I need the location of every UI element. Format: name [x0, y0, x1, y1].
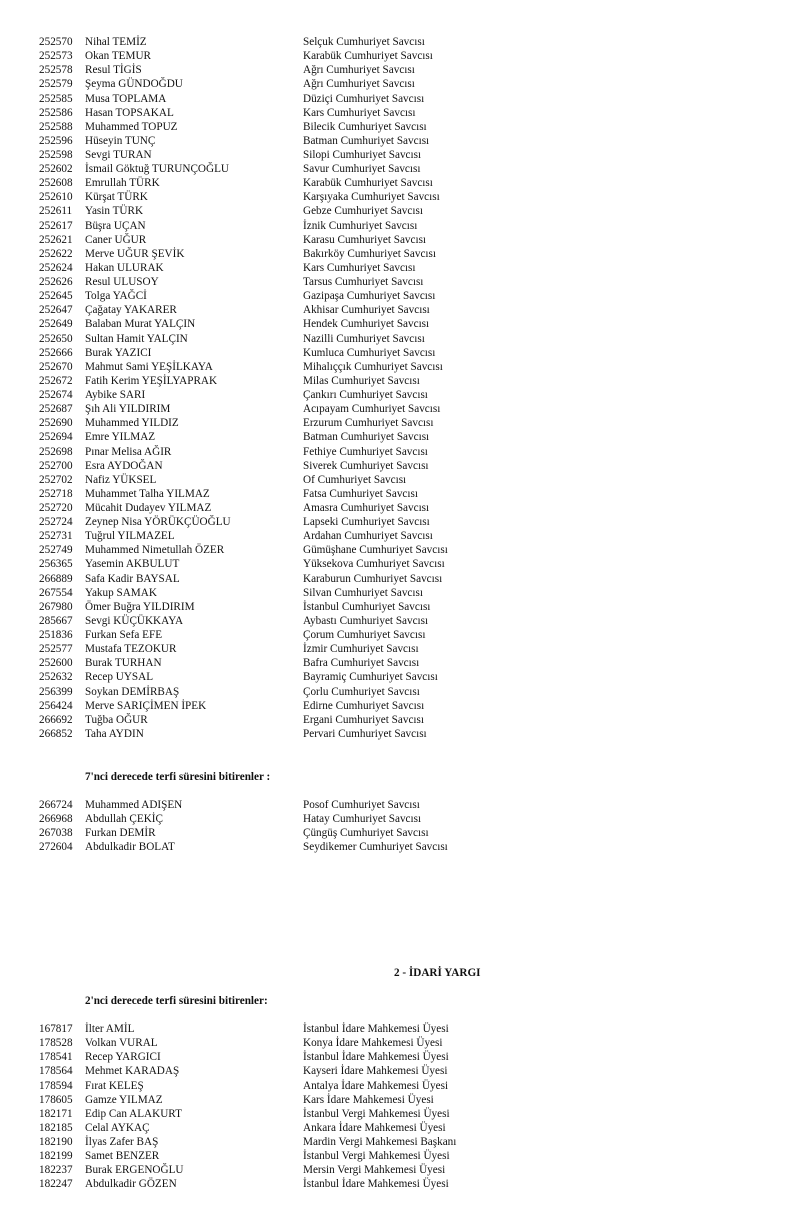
- record-id: 256424: [39, 699, 73, 712]
- table-row: [0, 360, 798, 374]
- person-name: Resul ULUSOY: [85, 276, 159, 288]
- position-title: Çüngüş Cumhuriyet Savcısı: [303, 827, 429, 840]
- table-row: [0, 840, 798, 854]
- record-id: 252598: [39, 149, 73, 161]
- table-row: [0, 120, 798, 134]
- position-title: Pervari Cumhuriyet Savcısı: [303, 727, 427, 740]
- position-title: İstanbul Cumhuriyet Savcısı: [303, 600, 431, 613]
- position-title: Acıpayam Cumhuriyet Savcısı: [303, 403, 441, 416]
- person-name: Merve UĞUR ŞEVİK: [85, 247, 185, 260]
- record-id: 252624: [39, 261, 73, 274]
- person-name: Safa Kadir BAYSAL: [85, 572, 180, 585]
- record-id: 256365: [39, 558, 73, 571]
- record-id: 252588: [39, 120, 73, 133]
- table-row: [0, 557, 798, 571]
- position-title: Ağrı Cumhuriyet Savcısı: [303, 64, 415, 77]
- record-id: 252649: [39, 318, 73, 331]
- person-name: Mustafa TEZOKUR: [85, 643, 177, 656]
- person-name: Balaban Murat YALÇIN: [85, 318, 196, 331]
- person-name: Furkan DEMİR: [85, 827, 156, 840]
- position-title: Karşıyaka Cumhuriyet Savcısı: [303, 191, 440, 204]
- record-id: 252602: [39, 163, 73, 176]
- position-title: Amasra Cumhuriyet Savcısı: [303, 502, 430, 514]
- position-title: Yüksekova Cumhuriyet Savcısı: [303, 558, 445, 571]
- record-id: 252698: [39, 445, 73, 458]
- table-row: [0, 233, 798, 247]
- record-id: 251836: [39, 629, 73, 641]
- record-id: 285667: [39, 614, 73, 627]
- table-row: [0, 106, 798, 120]
- table-row: [0, 642, 798, 656]
- table-row: [0, 713, 798, 727]
- position-title: İstanbul İdare Mahkemesi Üyesi: [303, 1051, 449, 1064]
- position-title: Silopi Cumhuriyet Savcısı: [303, 149, 422, 161]
- table-row: [0, 247, 798, 261]
- person-name: Soykan DEMİRBAŞ: [85, 685, 180, 698]
- record-id: 267554: [39, 586, 73, 599]
- position-title: Silvan Cumhuriyet Savcısı: [303, 586, 423, 599]
- person-name: Emrullah TÜRK: [85, 177, 160, 190]
- table-row: [0, 416, 798, 430]
- record-id: 252626: [39, 276, 73, 288]
- table-row: [0, 628, 798, 642]
- table-row: [0, 1022, 798, 1036]
- position-title: Hendek Cumhuriyet Savcısı: [303, 318, 430, 331]
- position-title: Antalya İdare Mahkemesi Üyesi: [303, 1079, 449, 1092]
- position-title: Çankırı Cumhuriyet Savcısı: [303, 389, 428, 401]
- record-id: 252579: [39, 78, 73, 91]
- record-id: 252666: [39, 346, 73, 359]
- person-name: Mahmut Sami YEŞİLKAYA: [85, 360, 213, 373]
- record-id: 252718: [39, 487, 73, 500]
- record-id: 252700: [39, 459, 73, 472]
- person-name: Aybike SARI: [85, 389, 146, 401]
- position-title: Hatay Cumhuriyet Savcısı: [303, 813, 422, 826]
- person-name: Samet BENZER: [85, 1150, 160, 1163]
- person-name: Okan TEMUR: [85, 50, 151, 63]
- position-title: Posof Cumhuriyet Savcısı: [303, 799, 420, 811]
- person-name: Recep UYSAL: [85, 671, 154, 684]
- person-name: Recep YARGICI: [85, 1051, 161, 1064]
- person-name: Şeyma GÜNDOĞDU: [85, 78, 183, 91]
- record-id: 252578: [39, 64, 73, 77]
- position-title: Çorlu Cumhuriyet Savcısı: [303, 685, 420, 698]
- position-title: Batman Cumhuriyet Savcısı: [303, 431, 430, 444]
- position-title: Selçuk Cumhuriyet Savcısı: [303, 36, 425, 48]
- table-row: [0, 1107, 798, 1121]
- record-id: 252687: [39, 403, 73, 416]
- person-name: Resul TİGİS: [85, 64, 142, 77]
- table-row: [0, 445, 798, 459]
- position-title: Kars İdare Mahkemesi Üyesi: [303, 1093, 434, 1106]
- person-name: Musa TOPLAMA: [85, 92, 167, 105]
- record-id: 182199: [39, 1150, 73, 1163]
- position-title: Tarsus Cumhuriyet Savcısı: [303, 276, 424, 288]
- record-id: 252610: [39, 191, 73, 204]
- table-row: [0, 134, 798, 148]
- record-id: 178528: [39, 1037, 73, 1050]
- person-name: Taha AYDIN: [85, 727, 144, 740]
- person-name: Muhammed ADIŞEN: [85, 799, 183, 811]
- record-id: 252650: [39, 332, 73, 345]
- table-row: [0, 670, 798, 684]
- person-name: Mücahit Dudayev YILMAZ: [85, 502, 212, 514]
- table-row: [0, 826, 798, 840]
- table-row: [0, 204, 798, 218]
- table-row: [0, 148, 798, 162]
- position-title: Kars Cumhuriyet Savcısı: [303, 106, 416, 119]
- table-row: [0, 219, 798, 233]
- position-title: Çorum Cumhuriyet Savcısı: [303, 629, 426, 641]
- table-row: [0, 77, 798, 91]
- table-row: [0, 487, 798, 501]
- person-name: Caner UĞUR: [85, 233, 147, 246]
- person-name: Kürşat TÜRK: [85, 191, 148, 204]
- record-id: 252573: [39, 50, 73, 63]
- person-name: Yakup SAMAK: [85, 586, 157, 599]
- record-id: 266852: [39, 727, 73, 740]
- person-name: Abdullah ÇEKİÇ: [85, 813, 163, 826]
- table-row: [0, 63, 798, 77]
- table-row: [0, 600, 798, 614]
- table-row: [0, 275, 798, 289]
- position-title: Aybastı Cumhuriyet Savcısı: [303, 614, 429, 627]
- table-row: [0, 289, 798, 303]
- position-title: İstanbul Vergi Mahkemesi Üyesi: [303, 1107, 450, 1120]
- person-name: Burak YAZICI: [85, 346, 152, 359]
- position-title: Düziçi Cumhuriyet Savcısı: [303, 92, 425, 105]
- person-name: Hasan TOPSAKAL: [85, 106, 174, 119]
- table-row: [0, 1177, 798, 1191]
- table-row: [0, 1149, 798, 1163]
- position-title: Fatsa Cumhuriyet Savcısı: [303, 487, 418, 500]
- person-name: Yasemin AKBULUT: [85, 558, 180, 571]
- person-name: Furkan Sefa EFE: [85, 629, 163, 641]
- section-heading-2nd-degree: 2'nci derecede terfi süresini bitirenler:: [85, 995, 268, 1007]
- position-title: Mersin Vergi Mahkemesi Üyesi: [303, 1164, 446, 1177]
- person-name: Merve SARIÇİMEN İPEK: [85, 699, 207, 712]
- position-title: İzmir Cumhuriyet Savcısı: [303, 643, 419, 656]
- person-name: Muhammed YILDIZ: [85, 417, 179, 430]
- position-title: Siverek Cumhuriyet Savcısı: [303, 459, 429, 472]
- table-row: [0, 374, 798, 388]
- person-name: Pınar Melisa AĞIR: [85, 445, 172, 458]
- position-title: Gazipaşa Cumhuriyet Savcısı: [303, 290, 436, 303]
- person-name: Abdulkadir GÖZEN: [85, 1178, 177, 1191]
- record-id: 252600: [39, 657, 73, 670]
- record-id: 267038: [39, 827, 73, 840]
- person-name: Celal AYKAÇ: [85, 1121, 150, 1134]
- record-id: 252617: [39, 219, 73, 232]
- table-row: [0, 473, 798, 487]
- person-name: Gamze YILMAZ: [85, 1093, 163, 1106]
- table-row: [0, 303, 798, 317]
- person-name: Çağatay YAKARER: [85, 304, 177, 317]
- position-title: Karaburun Cumhuriyet Savcısı: [303, 572, 443, 585]
- table-row: [0, 1093, 798, 1107]
- table-row: [0, 1163, 798, 1177]
- table-row: [0, 1079, 798, 1093]
- table-row: [0, 261, 798, 275]
- position-title: Batman Cumhuriyet Savcısı: [303, 134, 430, 147]
- record-id: 252690: [39, 417, 73, 430]
- person-name: İlyas Zafer BAŞ: [85, 1136, 159, 1148]
- position-title: Lapseki Cumhuriyet Savcısı: [303, 516, 430, 529]
- record-id: 182247: [39, 1178, 73, 1191]
- record-id: 252720: [39, 502, 73, 514]
- record-id: 252585: [39, 92, 73, 105]
- record-id: 252632: [39, 671, 73, 684]
- person-name: Fatih Kerim YEŞİLYAPRAK: [85, 374, 218, 387]
- table-row: [0, 430, 798, 444]
- record-id: 266968: [39, 813, 73, 826]
- position-title: Mardin Vergi Mahkemesi Başkanı: [303, 1136, 457, 1148]
- record-id: 266724: [39, 799, 73, 811]
- person-name: Tuğrul YILMAZEL: [85, 530, 175, 543]
- record-id: 256399: [39, 685, 73, 698]
- position-title: Ergani Cumhuriyet Savcısı: [303, 713, 424, 726]
- table-row: [0, 586, 798, 600]
- person-name: Tolga YAĞCİ: [85, 290, 147, 303]
- record-id: 252749: [39, 544, 73, 557]
- person-name: Fırat KELEŞ: [85, 1079, 144, 1092]
- table-row: [0, 656, 798, 670]
- person-name: Sevgi TURAN: [85, 149, 152, 161]
- person-name: Hakan ULURAK: [85, 261, 164, 274]
- person-name: Nihal TEMİZ: [85, 36, 147, 48]
- position-title: Kars Cumhuriyet Savcısı: [303, 261, 416, 274]
- person-name: Nafiz YÜKSEL: [85, 473, 157, 486]
- table-row: [0, 49, 798, 63]
- person-name: Mehmet KARADAŞ: [85, 1065, 180, 1078]
- position-title: Karasu Cumhuriyet Savcısı: [303, 233, 427, 246]
- position-title: Bilecik Cumhuriyet Savcısı: [303, 120, 427, 133]
- position-title: Nazilli Cumhuriyet Savcısı: [303, 332, 425, 345]
- table-row: [0, 543, 798, 557]
- person-name: Sultan Hamit YALÇIN: [85, 332, 188, 345]
- record-id: 182185: [39, 1121, 73, 1134]
- person-name: İlter AMİL: [85, 1023, 135, 1035]
- table-row: [0, 176, 798, 190]
- record-id: 182190: [39, 1136, 73, 1148]
- record-id: 252586: [39, 106, 73, 119]
- table-row: [0, 727, 798, 741]
- table-row: [0, 35, 798, 49]
- position-title: Mihalıççık Cumhuriyet Savcısı: [303, 360, 443, 373]
- person-name: Abdulkadir BOLAT: [85, 841, 175, 854]
- person-name: Muhammed Nimetullah ÖZER: [85, 544, 225, 557]
- table-row: [0, 699, 798, 713]
- position-title: Akhisar Cumhuriyet Savcısı: [303, 304, 430, 317]
- table-row: [0, 388, 798, 402]
- record-id: 252674: [39, 389, 73, 401]
- record-id: 252702: [39, 473, 73, 486]
- table-row: [0, 346, 798, 360]
- position-title: Erzurum Cumhuriyet Savcısı: [303, 417, 434, 430]
- record-id: 252672: [39, 374, 73, 387]
- position-title: Milas Cumhuriyet Savcısı: [303, 374, 420, 387]
- record-id: 252577: [39, 643, 73, 656]
- table-row: [0, 798, 798, 812]
- position-title: İstanbul İdare Mahkemesi Üyesi: [303, 1178, 449, 1191]
- table-row: [0, 1036, 798, 1050]
- position-title: Edirne Cumhuriyet Savcısı: [303, 699, 425, 712]
- record-id: 178605: [39, 1093, 73, 1106]
- person-name: İsmail Göktuğ TURUNÇOĞLU: [85, 163, 229, 176]
- person-name: Tuğba OĞUR: [85, 713, 148, 726]
- record-id: 266889: [39, 572, 73, 585]
- table-row: [0, 459, 798, 473]
- record-id: 182237: [39, 1164, 73, 1177]
- record-id: 252611: [39, 205, 73, 218]
- table-row: [0, 317, 798, 331]
- person-name: Büşra UÇAN: [85, 219, 146, 232]
- table-row: [0, 812, 798, 826]
- record-id: 252647: [39, 304, 73, 317]
- position-title: Konya İdare Mahkemesi Üyesi: [303, 1037, 443, 1050]
- table-row: [0, 515, 798, 529]
- table-row: [0, 529, 798, 543]
- position-title: Karabük Cumhuriyet Savcısı: [303, 177, 433, 190]
- record-id: 252570: [39, 36, 73, 48]
- position-title: İstanbul Vergi Mahkemesi Üyesi: [303, 1150, 450, 1163]
- person-name: Sevgi KÜÇÜKKAYA: [85, 614, 184, 627]
- person-name: Volkan VURAL: [85, 1037, 158, 1050]
- position-title: Seydikemer Cumhuriyet Savcısı: [303, 841, 448, 854]
- person-name: Muhammed TOPUZ: [85, 120, 178, 133]
- position-title: Bayramiç Cumhuriyet Savcısı: [303, 671, 438, 684]
- person-name: Ömer Buğra YILDIRIM: [85, 600, 195, 613]
- person-name: Zeynep Nisa YÖRÜKÇÜOĞLU: [85, 516, 231, 529]
- table-row: [0, 402, 798, 416]
- record-id: 267980: [39, 600, 73, 613]
- record-id: 252596: [39, 134, 73, 147]
- person-name: Emre YILMAZ: [85, 431, 156, 444]
- position-title: Gümüşhane Cumhuriyet Savcısı: [303, 544, 448, 557]
- table-row: [0, 162, 798, 176]
- record-id: 167817: [39, 1023, 73, 1035]
- section-title-idari-yargi: 2 - İDARİ YARGI: [394, 967, 481, 979]
- position-title: Ağrı Cumhuriyet Savcısı: [303, 78, 415, 91]
- position-title: Savur Cumhuriyet Savcısı: [303, 163, 421, 176]
- table-row: [0, 501, 798, 515]
- position-title: Kayseri İdare Mahkemesi Üyesi: [303, 1065, 448, 1078]
- position-title: Ardahan Cumhuriyet Savcısı: [303, 530, 433, 543]
- person-name: Edip Can ALAKURT: [85, 1107, 182, 1120]
- person-name: Esra AYDOĞAN: [85, 459, 163, 472]
- position-title: Fethiye Cumhuriyet Savcısı: [303, 445, 428, 458]
- record-id: 252731: [39, 530, 73, 543]
- record-id: 178541: [39, 1051, 73, 1064]
- section-heading-7th-degree: 7'nci derecede terfi süresini bitirenler :: [85, 771, 271, 783]
- table-row: [0, 614, 798, 628]
- record-id: 252724: [39, 516, 73, 529]
- record-id: 252694: [39, 431, 73, 444]
- person-name: Yasin TÜRK: [85, 205, 144, 218]
- record-id: 182171: [39, 1107, 73, 1120]
- record-id: 272604: [39, 841, 73, 854]
- table-row: [0, 1121, 798, 1135]
- position-title: Bakırköy Cumhuriyet Savcısı: [303, 247, 436, 260]
- record-id: 252622: [39, 247, 73, 260]
- person-name: Muhammet Talha YILMAZ: [85, 487, 210, 500]
- table-row: [0, 1135, 798, 1149]
- table-row: [0, 685, 798, 699]
- table-row: [0, 190, 798, 204]
- table-row: [0, 92, 798, 106]
- person-name: Hüseyin TUNÇ: [85, 134, 156, 147]
- position-title: İznik Cumhuriyet Savcısı: [303, 219, 418, 232]
- person-name: Burak TURHAN: [85, 657, 162, 670]
- person-name: Şıh Ali YILDIRIM: [85, 403, 171, 416]
- position-title: Gebze Cumhuriyet Savcısı: [303, 205, 423, 218]
- table-row: [0, 1050, 798, 1064]
- table-row: [0, 1064, 798, 1078]
- position-title: Karabük Cumhuriyet Savcısı: [303, 50, 433, 63]
- position-title: Ankara İdare Mahkemesi Üyesi: [303, 1121, 446, 1134]
- position-title: İstanbul İdare Mahkemesi Üyesi: [303, 1023, 449, 1035]
- record-id: 252670: [39, 360, 73, 373]
- record-id: 252608: [39, 177, 73, 190]
- record-id: 252621: [39, 233, 73, 246]
- record-id: 178564: [39, 1065, 73, 1078]
- table-row: [0, 572, 798, 586]
- record-id: 178594: [39, 1079, 73, 1092]
- record-id: 266692: [39, 713, 73, 726]
- position-title: Kumluca Cumhuriyet Savcısı: [303, 346, 436, 359]
- table-row: [0, 332, 798, 346]
- record-id: 252645: [39, 290, 73, 303]
- person-name: Burak ERGENOĞLU: [85, 1164, 184, 1177]
- position-title: Of Cumhuriyet Savcısı: [303, 473, 407, 486]
- position-title: Bafra Cumhuriyet Savcısı: [303, 657, 420, 670]
